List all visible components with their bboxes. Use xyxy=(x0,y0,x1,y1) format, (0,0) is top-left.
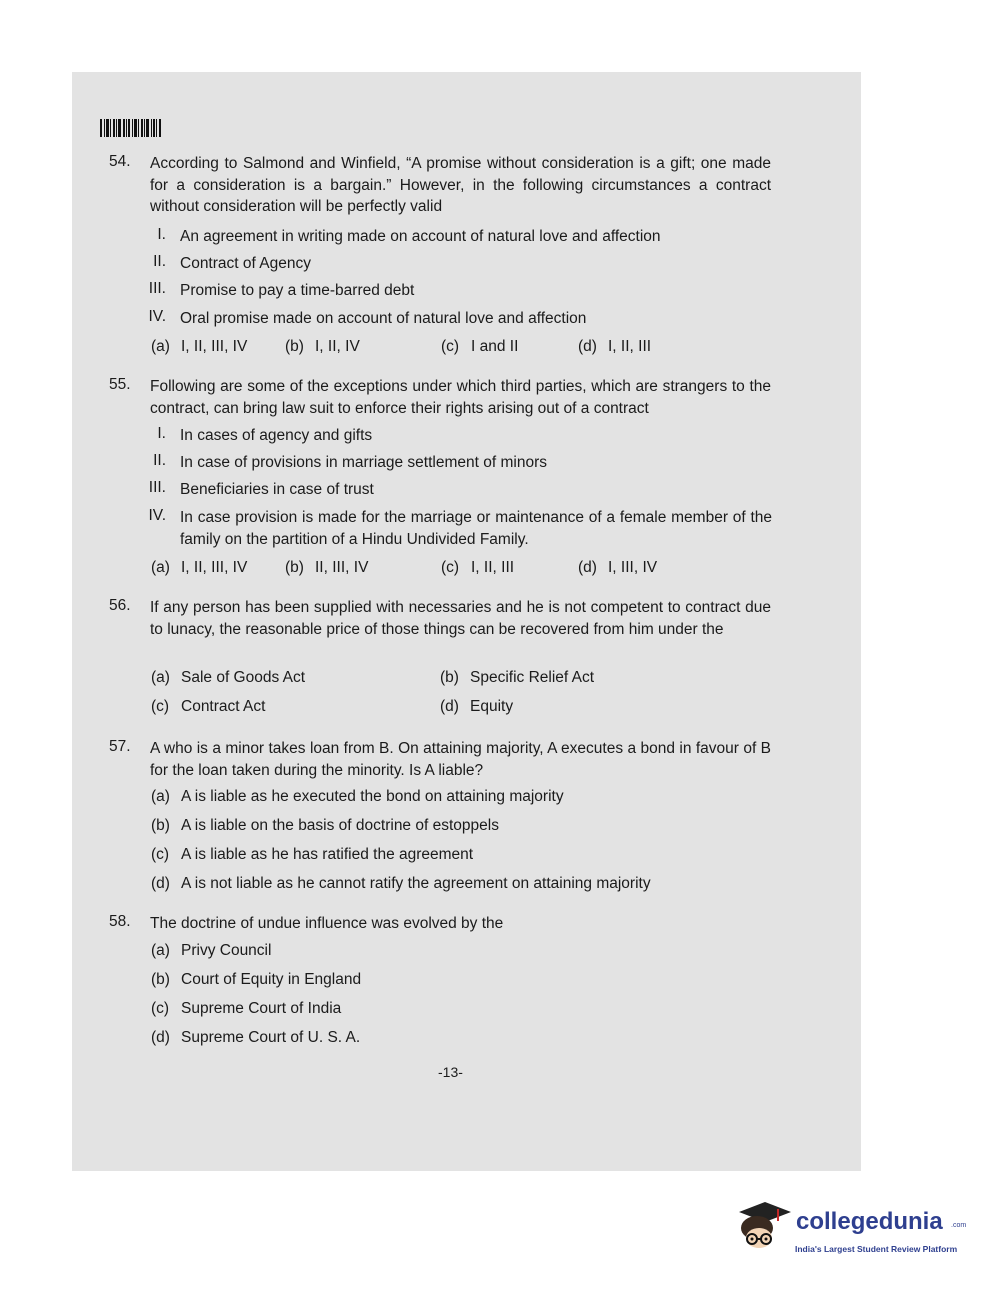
item-number: IV. xyxy=(148,507,166,524)
question-number: 58. xyxy=(109,913,131,930)
item-text: In case provision is made for the marriage or maintenance of a female member of the family on the partition of a Hindu Undivided Family. xyxy=(180,509,772,548)
item-text: In cases of agency and gifts xyxy=(180,427,373,444)
page-number: -13- xyxy=(438,1064,463,1080)
question-text: The doctrine of undue influence was evolved by the xyxy=(150,915,504,932)
option-a: (a) I, II, III, IV xyxy=(151,338,248,355)
item-text: Contract of Agency xyxy=(180,255,311,272)
option-b: (b) Court of Equity in England xyxy=(151,971,362,988)
option-b: (b) A is liable on the basis of doctrine of estoppels xyxy=(151,817,499,834)
option-a: (a) A is liable as he executed the bond on attaining majority xyxy=(151,788,564,805)
option-c: (c) Contract Act xyxy=(151,698,266,715)
item-number: II. xyxy=(153,253,166,270)
item-number: I. xyxy=(157,226,166,243)
question-number: 55. xyxy=(109,376,131,393)
option-d: (d) Supreme Court of U. S. A. xyxy=(151,1029,361,1046)
question-text: According to Salmond and Winfield, “A promise without consideration is a gift; one made for a consideration is a bargain.” However, in the following circumstances a contract without consideration will be perfectly valid xyxy=(150,155,771,215)
item-number: IV. xyxy=(148,308,166,325)
brand-name: collegedunia xyxy=(796,1208,943,1235)
option-d: (d) I, II, III xyxy=(578,338,652,355)
question-number: 54. xyxy=(109,153,131,170)
option-b: (b) Specific Relief Act xyxy=(440,669,595,686)
item-text: An agreement in writing made on account of natural love and affection xyxy=(180,228,661,245)
question-text: If any person has been supplied with necessaries and he is not competent to contract due to lunacy, the reasonable price of those things can be recovered from him under the xyxy=(150,599,771,638)
option-b: (b) I, II, IV xyxy=(285,338,360,355)
item-text: Beneficiaries in case of trust xyxy=(180,481,374,498)
option-c: (c) A is liable as he has ratified the agreement xyxy=(151,846,474,863)
option-a: (a) Privy Council xyxy=(151,942,272,959)
question-number: 56. xyxy=(109,597,131,614)
option-d: (d) A is not liable as he cannot ratify the agreement on attaining majority xyxy=(151,875,651,892)
item-text: In case of provisions in marriage settlement of minors xyxy=(180,454,547,471)
item-number: III. xyxy=(148,280,166,297)
question-number: 57. xyxy=(109,738,131,755)
item-text: Promise to pay a time-barred debt xyxy=(180,282,415,299)
option-d: (d) I, III, IV xyxy=(578,559,658,576)
brand-tagline: India's Largest Student Review Platform xyxy=(795,1244,958,1254)
option-c: (c) Supreme Court of India xyxy=(151,1000,342,1017)
option-a: (a) Sale of Goods Act xyxy=(151,669,306,686)
item-text: Oral promise made on account of natural love and affection xyxy=(180,310,587,327)
item-number: II. xyxy=(153,452,166,469)
brand-suffix: .com xyxy=(951,1222,967,1229)
option-d: (d) Equity xyxy=(440,698,514,715)
option-c: (c) I and II xyxy=(441,338,519,355)
question-text: A who is a minor takes loan from B. On attaining majority, A executes a bond in favour of B for the loan taken during the minority. Is A liable? xyxy=(150,740,771,779)
item-number: I. xyxy=(157,425,166,442)
item-number: III. xyxy=(148,479,166,496)
question-text: Following are some of the exceptions under which third parties, which are strangers to the contract, can bring law suit to enforce their rights arising out of a contract xyxy=(150,378,771,417)
option-b: (b) II, III, IV xyxy=(285,559,369,576)
option-a: (a) I, II, III, IV xyxy=(151,559,248,576)
barcode xyxy=(100,119,164,137)
option-c: (c) I, II, III xyxy=(441,559,515,576)
